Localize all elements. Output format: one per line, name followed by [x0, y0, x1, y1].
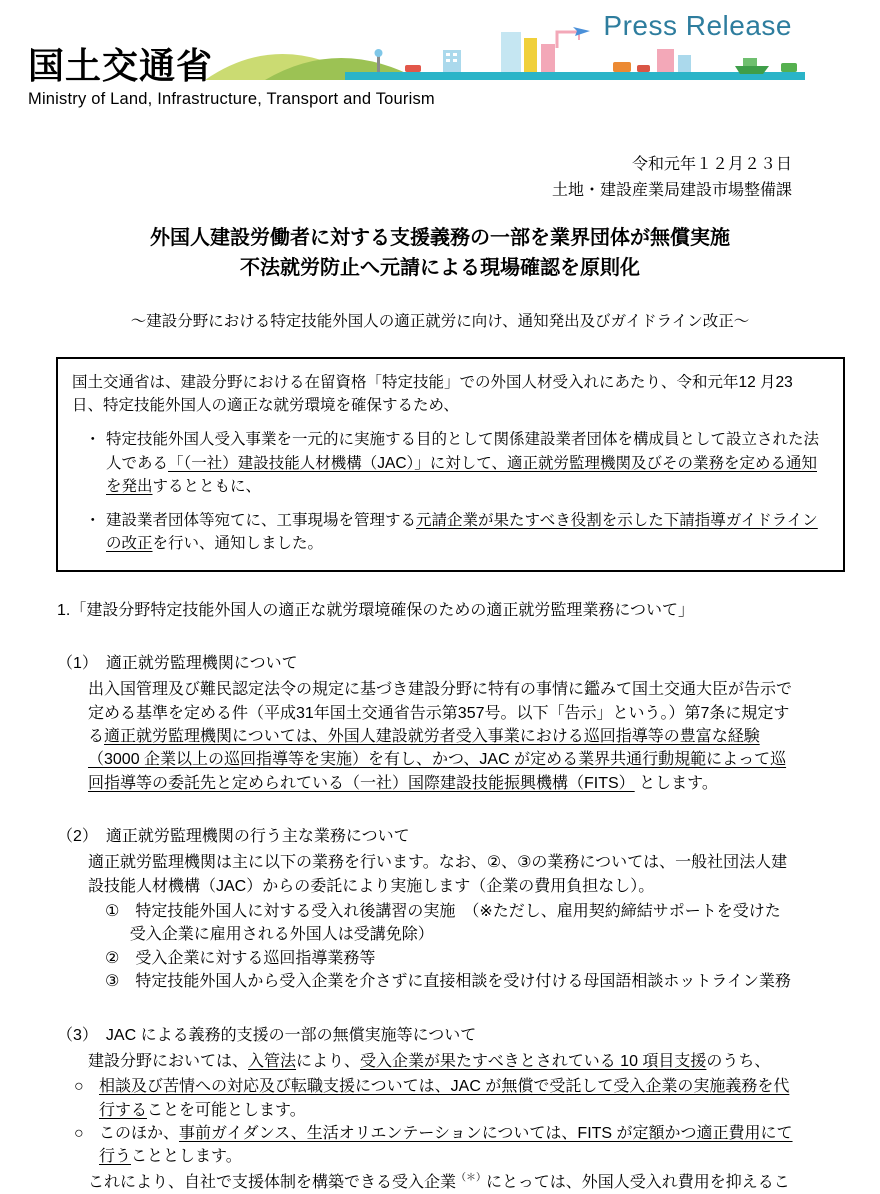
item-2-heading: （2） 適正就労監理機関の行う主な業務について — [57, 828, 410, 846]
bullet-marker: ・ — [85, 431, 101, 449]
item-2 — [57, 825, 794, 994]
circle-item-1-text: 相談及び苦情への対応及び転職支援については、JAC が無償で受託して受入企業の実施義務を代行することを可能とします。 — [99, 1078, 790, 1119]
page-title — [0, 223, 880, 283]
summary-bullet-2 — [85, 509, 827, 556]
page-subtitle: ～建設分野における特定技能外国人の適正就労に向け、通知発出及びガイドライン改正～ — [130, 312, 750, 330]
circle-item-2 — [74, 1122, 794, 1169]
item-3-heading: （3） JAC による義務的支援の一部の無償実施等について — [57, 1026, 477, 1044]
title-line-2: 不法就労防止へ元請による現場確認を原則化 — [240, 256, 640, 279]
ministry-logo-text: 国土交通省 — [28, 45, 214, 86]
cityscape-illustration-icon — [205, 22, 805, 94]
circle-marker: ○ — [74, 1125, 84, 1142]
press-release-label: Press Release — [603, 10, 792, 41]
title-line-1: 外国人建設労働者に対する支援義務の一部を業界団体が無償実施 — [150, 226, 730, 249]
section-1 — [57, 599, 794, 1194]
numbered-item-3: ③ 特定技能外国人から受入企業を介さずに直接相談を受け付ける母国語相談ホットライン業務 — [105, 973, 791, 991]
summary-bullet-2-text: 建設業者団体等宛てに、工事現場を管理する元請企業が果たすべき役割を示した下請指導ガイドラインの改正を行い、通知しました。 — [106, 512, 818, 553]
numbered-item-2: ② 受入企業に対する巡回指導業務等 — [105, 949, 376, 967]
document-meta — [0, 152, 880, 205]
item-1-heading: （1） 適正就労監理機関について — [57, 654, 298, 672]
release-date: 令和元年１２月２３日 — [631, 156, 792, 173]
section-1-heading: 1.「建設分野特定技能外国人の適正な就労環境確保のための適正就労監理業務について」 — [57, 601, 695, 619]
item-1-body: 出入国管理及び難民認定法令の規定に基づき建設分野に特有の事情に鑑みて国土交通大臣が告示で定める基準を定める件（平成31年国土交通省告示第357号。以下「告示」という。）第7条に規定する適正就労監理機関については、外国人建設就労者受入事業における巡回指導等の豊富な経験（3000 企業以上の巡回指導等を実施）を有し、かつ、JAC が定める業界共通行動規範によって巡回指導等の委託先と定められている（一社）国際建設技能振興機構（FITS） とします。 — [88, 681, 793, 792]
circle-item-2-text: このほか、事前ガイダンス、生活オリエンテーションについては、FITS が定額かつ適正費用にて行うこととします。 — [99, 1125, 793, 1166]
bullet-marker: ・ — [85, 512, 101, 530]
summary-intro: 国土交通省は、建設分野における在留資格「特定技能」での外国人材受入れにあたり、令和元年12 月23 日、特定技能外国人の適正な就労環境を確保するため、 — [72, 373, 793, 415]
item-3 — [57, 1024, 794, 1194]
item-2-numbered-list — [105, 900, 794, 993]
item-1 — [57, 652, 794, 795]
item-2-body: 適正就労監理機関は主に以下の業務を行います。なお、②、③の業務については、一般社団法人建設技能人材機構（JAC）からの委託により実施します（企業の費用負担なし）。 — [88, 854, 788, 895]
item-3-closing: これにより、自社で支援体制を構築できる受入企業（＊）にとっては、外国人受入れ費用を抑えるこ — [88, 1172, 790, 1191]
item-3-body: 建設分野においては、入管法により、受入企業が果たすべきとされている 10 項目支援のうち、 — [88, 1052, 771, 1070]
issuing-department: 土地・建設産業局建設市場整備課 — [551, 182, 792, 200]
ministry-name-english: Ministry of Land, Infrastructure, Transport and Tourism — [28, 90, 435, 108]
circle-marker: ○ — [74, 1078, 84, 1096]
document-header — [0, 0, 880, 122]
numbered-item-1: ① 特定技能外国人に対する受入れ後講習の実施 （※ただし、雇用契約締結サポートを受けた受入企業に雇用される外国人は受講免除） — [105, 903, 781, 944]
summary-bullet-1 — [85, 428, 827, 498]
item-3-circle-list — [74, 1075, 794, 1168]
summary-box — [56, 357, 845, 572]
summary-bullet-1-text: 特定技能外国人受入事業を一元的に実施する目的として関係建設業者団体を構成員として設立された法人である「（一社）建設技能人材機構（JAC）」に対して、適正就労監理機関及びその業務を定める通知を発出するとともに、 — [106, 431, 820, 495]
circle-item-1 — [74, 1075, 794, 1122]
